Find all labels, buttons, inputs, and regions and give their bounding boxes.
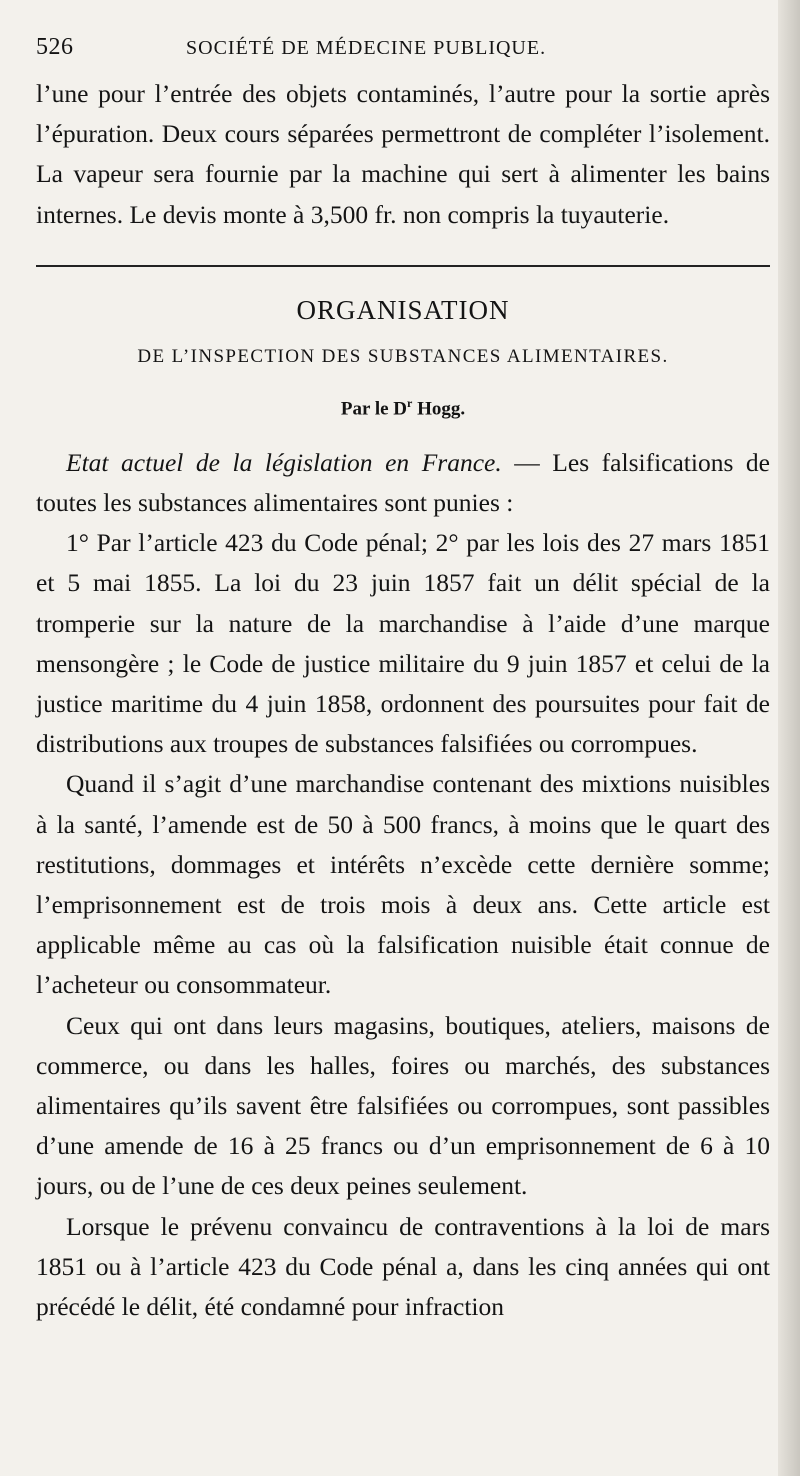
author-sup: r [407,395,413,410]
section-lead: — Les falsifications de toutes les substances alimentaires sont punies : [36,447,770,518]
article-subtitle: DE L’INSPECTION DES SUBSTANCES ALIMENTAIRES. [137,345,669,367]
section-divider [36,265,770,267]
paragraph: Lorsque le prévenu convaincu de contraventions à la loi de mars 1851 ou à l’article 423 du Code pénal a, dans les cinq années qui ont précédé le délit, été condamné pour infraction [36,1211,770,1322]
article-author [36,381,770,425]
paragraph: Quand il s’agit d’une marchandise contenant des mixtions nuisibles à la santé, l’amende est de 50 à 500 francs, à moins que le quart des restitutions, dommages et intérêts n’excède cette dernière somme; l’emprisonnement est de trois mois à deux ans. Cette article est applicable même au cas où la falsification nuisible était connue de l’acheteur ou consommateur. [36,769,770,1000]
page-number: 526 [36,34,74,60]
section-title: Etat actuel de la législation en France. [66,447,502,477]
article-title: ORGANISATION [296,294,510,325]
section-intro [36,443,770,523]
author-name: Hogg. [412,398,466,420]
document-page [36,34,770,1327]
author-prefix: Par le D [340,398,408,420]
page-edge-shadow [778,0,800,1476]
paragraph: 1° Par l’article 423 du Code pénal; 2° par les lois des 27 mars 1851 et 5 mai 1855. La loi du 23 juin 1857 fait un délit spécial de la tromperie sur la nature de la marchandise à l’aide d’une marque mensongère ; le Code de justice militaire du 9 juin 1857 et celui de la justice maritime du 4 juin 1858, ordonnent des poursuites pour fait de distributions aux troupes de substances falsifiées ou corrompues. [36,528,770,759]
paragraph: Ceux qui ont dans leurs magasins, boutiques, ateliers, maisons de commerce, ou dans les halles, foires ou marchés, des substances alimentaires qu’ils savent être falsifiées ou corrompues, sont passibles d’une amende de 16 à 25 francs ou d’un emprisonnement de 6 à 10 jours, ou de l’une de ces deux peines seulement. [36,1010,770,1201]
page-header [36,34,770,74]
continuation-paragraph: l’une pour l’entrée des objets contaminés, l’autre pour la sortie après l’épuration. Deux cours séparées permettront de compléter l’isolement. La vapeur sera fournie par la machine qui sert à alimenter les bains internes. Le devis monte à 3,500 fr. non compris la tuyauterie. [36,79,770,229]
running-title: SOCIÉTÉ DE MÉDECINE PUBLIQUE. [186,37,547,59]
